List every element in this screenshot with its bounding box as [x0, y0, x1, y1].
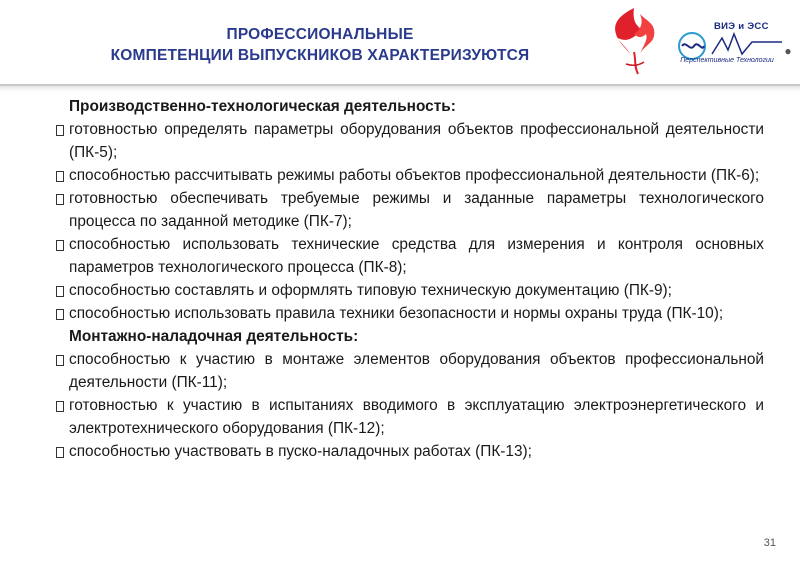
- title-divider-shadow: [0, 86, 800, 92]
- list-item-text: способностью участвовать в пуско-наладочных работах (ПК-13);: [69, 443, 532, 460]
- competencies-list: [52, 95, 764, 463]
- list-item-text: способностью составлять и оформлять типовую техническую документацию (ПК-9);: [69, 282, 672, 299]
- list-item: [52, 233, 764, 279]
- list-item-text: способностью к участию в монтаже элементов оборудования объектов профессиональной деятельности (ПК-11);: [69, 351, 764, 391]
- slide-title: [60, 24, 580, 66]
- list-item: [52, 394, 764, 440]
- list-item-text: готовностью обеспечивать требуемые режимы и заданные параметры технологического процесса по заданной методике (ПК-7);: [69, 190, 764, 230]
- list-item: [52, 279, 764, 302]
- list-item: [52, 348, 764, 394]
- section-heading-production: Производственно-технологическая деятельность:: [69, 98, 456, 115]
- title-line-2: КОМПЕТЕНЦИИ ВЫПУСКНИКОВ ХАРАКТЕРИЗУЮТСЯ: [110, 47, 530, 64]
- section-heading-installation: Монтажно-наладочная деятельность:: [69, 328, 359, 345]
- list-item: [52, 187, 764, 233]
- org-logo-tagline: Перспективные Технологии: [680, 57, 774, 64]
- flame-logo-icon: [604, 4, 668, 76]
- list-item-text: способностью использовать правила техники безопасности и нормы охраны труда (ПК-10);: [69, 305, 724, 322]
- corner-mark-icon: ●: [784, 44, 792, 58]
- list-item-text: способностью рассчитывать режимы работы объектов профессиональной деятельности (ПК-6);: [69, 167, 760, 184]
- list-item: [52, 440, 764, 463]
- list-item-text: способностью использовать технические средства для измерения и контроля основных параметров технологического процесса (ПК-8);: [69, 236, 764, 276]
- list-item-text: готовностью к участию в испытаниях вводимого в эксплуатацию электроэнергетического и электротехнического оборудования (ПК-12);: [69, 397, 764, 437]
- page-number: 31: [763, 537, 776, 549]
- org-logo-name: ВИЭ и ЭСС: [714, 21, 769, 32]
- list-item: [52, 302, 764, 325]
- list-item: [52, 118, 764, 164]
- list-item: [52, 164, 764, 187]
- title-line-1: ПРОФЕССИОНАЛЬНЫЕ: [226, 26, 414, 43]
- list-item-text: готовностью определять параметры оборудования объектов профессиональной деятельности (ПК-5);: [69, 121, 764, 161]
